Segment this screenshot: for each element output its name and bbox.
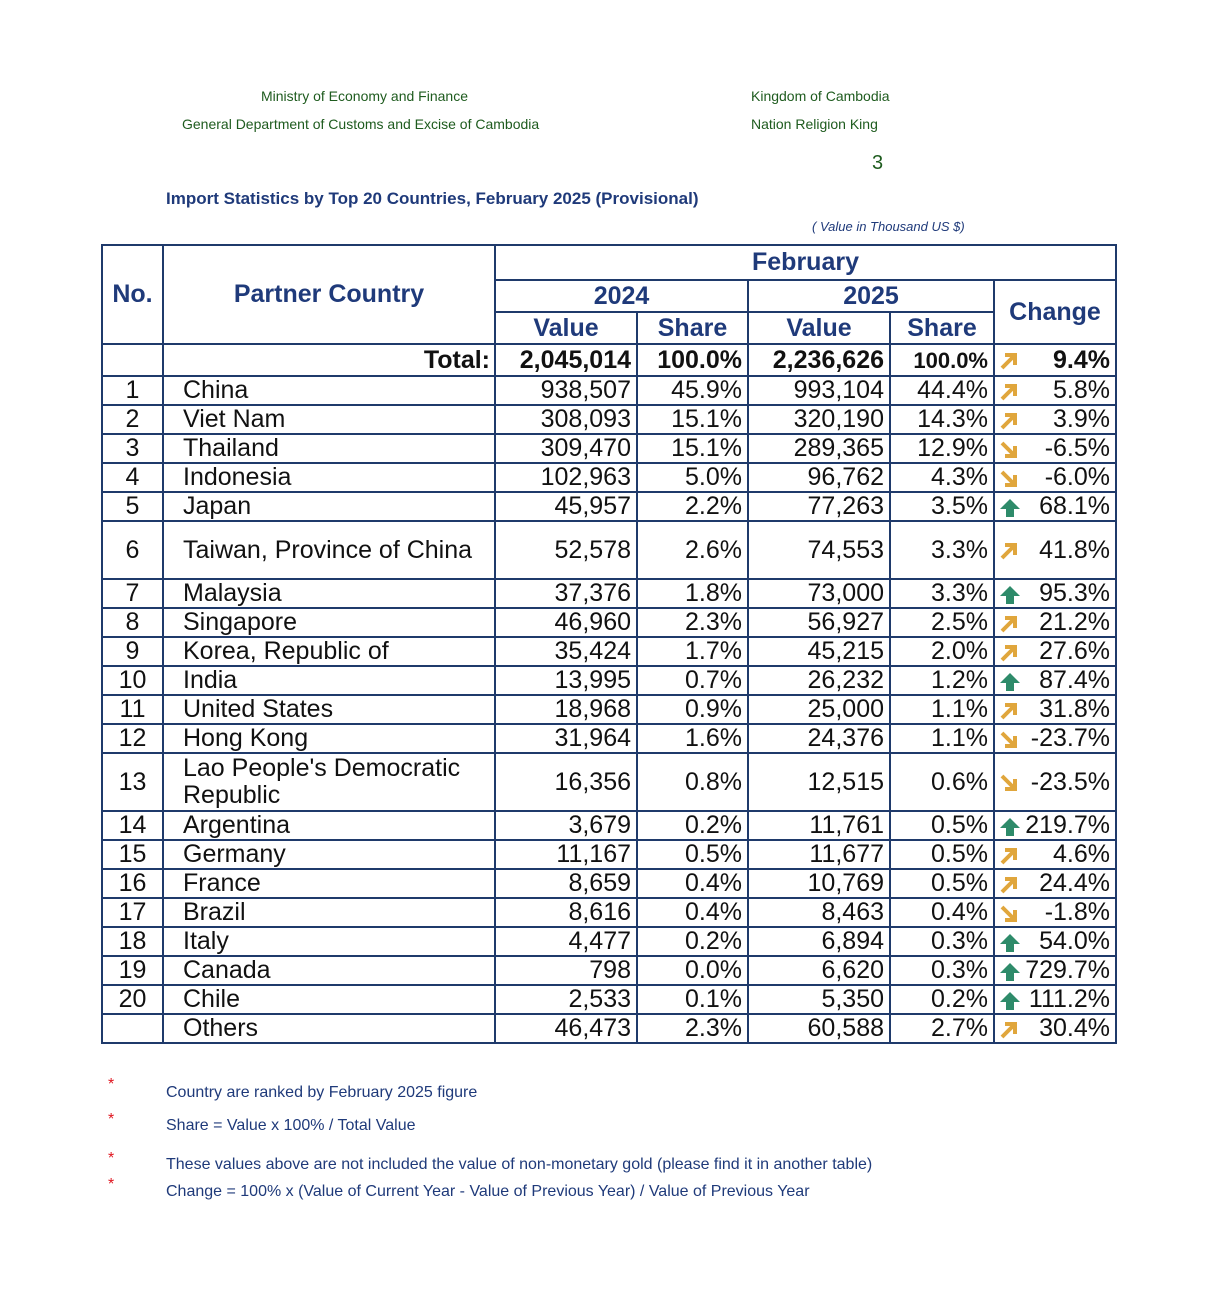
change-cell xyxy=(994,637,1116,666)
change-cell xyxy=(994,869,1116,898)
up-arrow-icon xyxy=(999,497,1021,517)
header-year-2024: 2024 xyxy=(495,280,748,312)
partner-country: Japan xyxy=(163,492,495,521)
value-2025: 74,553 xyxy=(748,521,890,579)
total-value-2024: 2,045,014 xyxy=(495,344,637,376)
change-cell xyxy=(994,753,1116,811)
partner-country: Viet Nam xyxy=(163,405,495,434)
row-number: 5 xyxy=(102,492,163,521)
share-2025: 3.3% xyxy=(890,521,994,579)
value-2024: 11,167 xyxy=(495,840,637,869)
partner-country: Korea, Republic of xyxy=(163,637,495,666)
value-2025: 8,463 xyxy=(748,898,890,927)
value-2024: 3,679 xyxy=(495,811,637,840)
row-number: 12 xyxy=(102,724,163,753)
change-cell xyxy=(994,579,1116,608)
row-number: 11 xyxy=(102,695,163,724)
footnote-marker: * xyxy=(108,1111,115,1128)
partner-country: Italy xyxy=(163,927,495,956)
value-2025: 5,350 xyxy=(748,985,890,1014)
share-2025: 2.7% xyxy=(890,1014,994,1043)
up-right-arrow-icon xyxy=(999,874,1021,894)
change-cell xyxy=(994,811,1116,840)
table-row xyxy=(102,608,1116,637)
share-2024: 1.6% xyxy=(637,724,748,753)
share-2025: 1.1% xyxy=(890,724,994,753)
share-2024: 2.3% xyxy=(637,608,748,637)
share-2024: 15.1% xyxy=(637,434,748,463)
share-2024: 5.0% xyxy=(637,463,748,492)
value-2025: 26,232 xyxy=(748,666,890,695)
share-2024: 15.1% xyxy=(637,405,748,434)
down-right-arrow-icon xyxy=(999,772,1021,792)
share-2024: 0.4% xyxy=(637,869,748,898)
total-label: Total: xyxy=(163,344,495,376)
table-row xyxy=(102,840,1116,869)
up-right-arrow-icon xyxy=(999,540,1021,560)
change-cell xyxy=(994,434,1116,463)
header-change: Change xyxy=(994,280,1116,344)
up-arrow-icon xyxy=(999,961,1021,981)
row-number: 15 xyxy=(102,840,163,869)
table-row xyxy=(102,579,1116,608)
table-row xyxy=(102,434,1116,463)
value-2024: 45,957 xyxy=(495,492,637,521)
header-year-2025: 2025 xyxy=(748,280,994,312)
change-value: -23.7% xyxy=(1030,724,1110,752)
up-right-arrow-icon xyxy=(999,613,1021,633)
header-partner-country: Partner Country xyxy=(163,245,495,344)
share-2025: 12.9% xyxy=(890,434,994,463)
change-value: -6.0% xyxy=(1044,463,1110,491)
table-row xyxy=(102,927,1116,956)
table-row xyxy=(102,405,1116,434)
value-2024: 46,473 xyxy=(495,1014,637,1043)
partner-country: Brazil xyxy=(163,898,495,927)
share-2025: 0.5% xyxy=(890,869,994,898)
table-row xyxy=(102,695,1116,724)
change-value: 3.9% xyxy=(1053,405,1110,433)
value-2024: 52,578 xyxy=(495,521,637,579)
total-change: 9.4% xyxy=(1053,345,1110,374)
partner-country: Chile xyxy=(163,985,495,1014)
value-2025: 10,769 xyxy=(748,869,890,898)
header-no: No. xyxy=(102,245,163,344)
header-share-2025: Share xyxy=(890,312,994,344)
partner-country: Others xyxy=(163,1014,495,1043)
value-2024: 798 xyxy=(495,956,637,985)
value-2024: 938,507 xyxy=(495,376,637,405)
up-right-arrow-icon xyxy=(999,642,1021,662)
change-cell xyxy=(994,927,1116,956)
value-2025: 25,000 xyxy=(748,695,890,724)
table-row xyxy=(102,956,1116,985)
value-2025: 12,515 xyxy=(748,753,890,811)
total-no-cell xyxy=(102,344,163,376)
row-number: 7 xyxy=(102,579,163,608)
row-number: 3 xyxy=(102,434,163,463)
share-2024: 0.9% xyxy=(637,695,748,724)
value-2024: 35,424 xyxy=(495,637,637,666)
kingdom-name: Kingdom of Cambodia xyxy=(751,88,890,104)
up-right-arrow-icon xyxy=(999,1019,1021,1039)
unit-note: ( Value in Thousand US $) xyxy=(812,219,965,234)
change-value: 95.3% xyxy=(1039,579,1110,607)
row-number: 18 xyxy=(102,927,163,956)
down-right-arrow-icon xyxy=(999,439,1021,459)
down-right-arrow-icon xyxy=(999,903,1021,923)
partner-country: Germany xyxy=(163,840,495,869)
share-2024: 0.1% xyxy=(637,985,748,1014)
header-month: February xyxy=(495,245,1116,280)
change-cell xyxy=(994,1014,1116,1043)
share-2025: 4.3% xyxy=(890,463,994,492)
header-share-2024: Share xyxy=(637,312,748,344)
share-2024: 2.6% xyxy=(637,521,748,579)
change-cell xyxy=(994,840,1116,869)
share-2025: 3.5% xyxy=(890,492,994,521)
table-row xyxy=(102,724,1116,753)
up-right-arrow-icon xyxy=(999,350,1021,370)
table-row xyxy=(102,985,1116,1014)
share-2024: 0.7% xyxy=(637,666,748,695)
value-2024: 8,659 xyxy=(495,869,637,898)
share-2025: 0.6% xyxy=(890,753,994,811)
table-row xyxy=(102,492,1116,521)
change-cell xyxy=(994,405,1116,434)
value-2025: 73,000 xyxy=(748,579,890,608)
share-2025: 0.2% xyxy=(890,985,994,1014)
value-2025: 6,620 xyxy=(748,956,890,985)
share-2025: 0.5% xyxy=(890,840,994,869)
header-value-2024: Value xyxy=(495,312,637,344)
value-2024: 18,968 xyxy=(495,695,637,724)
value-2025: 45,215 xyxy=(748,637,890,666)
share-2024: 2.2% xyxy=(637,492,748,521)
partner-country: Argentina xyxy=(163,811,495,840)
partner-country: Indonesia xyxy=(163,463,495,492)
share-2025: 3.3% xyxy=(890,579,994,608)
value-2024: 8,616 xyxy=(495,898,637,927)
share-2025: 0.3% xyxy=(890,956,994,985)
change-cell xyxy=(994,376,1116,405)
change-value: -6.5% xyxy=(1044,434,1110,462)
value-2025: 993,104 xyxy=(748,376,890,405)
change-value: 27.6% xyxy=(1039,637,1110,665)
up-right-arrow-icon xyxy=(999,845,1021,865)
down-right-arrow-icon xyxy=(999,729,1021,749)
change-cell xyxy=(994,666,1116,695)
footnote-text: Country are ranked by February 2025 figure xyxy=(166,1084,478,1101)
change-value: 111.2% xyxy=(1028,985,1110,1013)
table-row xyxy=(102,753,1116,811)
page-number: 3 xyxy=(872,152,884,174)
change-cell xyxy=(994,463,1116,492)
value-2024: 13,995 xyxy=(495,666,637,695)
share-2024: 0.2% xyxy=(637,811,748,840)
share-2024: 0.0% xyxy=(637,956,748,985)
footnote-text: Change = 100% x (Value of Current Year - Value of Previous Year) / Value of Previous Year xyxy=(166,1183,810,1200)
row-number xyxy=(102,1014,163,1043)
row-number: 13 xyxy=(102,753,163,811)
share-2025: 1.2% xyxy=(890,666,994,695)
value-2024: 46,960 xyxy=(495,608,637,637)
row-number: 10 xyxy=(102,666,163,695)
table-row xyxy=(102,376,1116,405)
value-2025: 24,376 xyxy=(748,724,890,753)
table-row xyxy=(102,521,1116,579)
partner-country: Hong Kong xyxy=(163,724,495,753)
change-cell xyxy=(994,724,1116,753)
change-cell xyxy=(994,695,1116,724)
partner-country: United States xyxy=(163,695,495,724)
total-share-2024: 100.0% xyxy=(637,344,748,376)
share-2025: 1.1% xyxy=(890,695,994,724)
table-row xyxy=(102,811,1116,840)
change-cell xyxy=(994,985,1116,1014)
share-2025: 14.3% xyxy=(890,405,994,434)
row-number: 19 xyxy=(102,956,163,985)
value-2024: 2,533 xyxy=(495,985,637,1014)
footnote-marker: * xyxy=(108,1176,115,1193)
change-cell xyxy=(994,521,1116,579)
change-value: 21.2% xyxy=(1039,608,1110,636)
page-title: Import Statistics by Top 20 Countries, February 2025 (Provisional) xyxy=(166,189,699,208)
row-number: 9 xyxy=(102,637,163,666)
total-row xyxy=(102,344,1116,376)
header-value-2025: Value xyxy=(748,312,890,344)
partner-country: France xyxy=(163,869,495,898)
row-number: 16 xyxy=(102,869,163,898)
change-value: 68.1% xyxy=(1039,492,1110,520)
change-value: -1.8% xyxy=(1044,898,1110,926)
value-2025: 11,677 xyxy=(748,840,890,869)
row-number: 17 xyxy=(102,898,163,927)
ministry-name: Ministry of Economy and Finance xyxy=(261,88,468,104)
change-value: 41.8% xyxy=(1039,535,1110,564)
change-value: 30.4% xyxy=(1039,1014,1110,1042)
share-2025: 44.4% xyxy=(890,376,994,405)
share-2025: 0.4% xyxy=(890,898,994,927)
row-number: 2 xyxy=(102,405,163,434)
table-row xyxy=(102,666,1116,695)
share-2024: 0.4% xyxy=(637,898,748,927)
row-number: 20 xyxy=(102,985,163,1014)
table-row xyxy=(102,637,1116,666)
change-cell xyxy=(994,608,1116,637)
value-2024: 37,376 xyxy=(495,579,637,608)
change-cell xyxy=(994,898,1116,927)
change-value: 4.6% xyxy=(1053,840,1110,868)
change-cell xyxy=(994,492,1116,521)
table-row xyxy=(102,463,1116,492)
share-2024: 0.8% xyxy=(637,753,748,811)
change-value: 729.7% xyxy=(1025,956,1110,984)
share-2025: 0.3% xyxy=(890,927,994,956)
share-2025: 2.5% xyxy=(890,608,994,637)
value-2024: 102,963 xyxy=(495,463,637,492)
row-number: 6 xyxy=(102,521,163,579)
value-2024: 16,356 xyxy=(495,753,637,811)
total-value-2025: 2,236,626 xyxy=(748,344,890,376)
table-row xyxy=(102,898,1116,927)
up-arrow-icon xyxy=(999,584,1021,604)
up-right-arrow-icon xyxy=(999,410,1021,430)
footnote-marker: * xyxy=(108,1150,115,1167)
row-number: 4 xyxy=(102,463,163,492)
change-value: 54.0% xyxy=(1039,927,1110,955)
share-2024: 1.7% xyxy=(637,637,748,666)
footnote-text: Share = Value x 100% / Total Value xyxy=(166,1117,416,1134)
share-2025: 2.0% xyxy=(890,637,994,666)
change-value: 24.4% xyxy=(1039,869,1110,897)
change-value: 5.8% xyxy=(1053,376,1110,404)
change-value: 31.8% xyxy=(1039,695,1110,723)
partner-country: India xyxy=(163,666,495,695)
national-motto: Nation Religion King xyxy=(751,116,878,132)
row-number: 14 xyxy=(102,811,163,840)
share-2024: 45.9% xyxy=(637,376,748,405)
value-2024: 31,964 xyxy=(495,724,637,753)
footnote-marker: * xyxy=(108,1076,115,1093)
table-row xyxy=(102,869,1116,898)
partner-country: Lao People's Democratic Republic xyxy=(163,753,495,811)
partner-country: Thailand xyxy=(163,434,495,463)
value-2024: 308,093 xyxy=(495,405,637,434)
footnote-text: These values above are not included the value of non-monetary gold (please find it in another table) xyxy=(166,1156,873,1173)
partner-country: Malaysia xyxy=(163,579,495,608)
share-2025: 0.5% xyxy=(890,811,994,840)
share-2024: 2.3% xyxy=(637,1014,748,1043)
change-value: 219.7% xyxy=(1025,811,1110,839)
department-name: General Department of Customs and Excise of Cambodia xyxy=(182,116,540,132)
value-2025: 96,762 xyxy=(748,463,890,492)
up-right-arrow-icon xyxy=(999,700,1021,720)
partner-country: Canada xyxy=(163,956,495,985)
partner-country: Taiwan, Province of China xyxy=(163,521,495,579)
up-arrow-icon xyxy=(999,816,1021,836)
value-2025: 77,263 xyxy=(748,492,890,521)
value-2024: 309,470 xyxy=(495,434,637,463)
up-arrow-icon xyxy=(999,990,1021,1010)
value-2024: 4,477 xyxy=(495,927,637,956)
value-2025: 60,588 xyxy=(748,1014,890,1043)
total-share-2025: 100.0% xyxy=(890,344,994,376)
row-number: 1 xyxy=(102,376,163,405)
partner-country: China xyxy=(163,376,495,405)
down-right-arrow-icon xyxy=(999,468,1021,488)
value-2025: 56,927 xyxy=(748,608,890,637)
share-2024: 0.2% xyxy=(637,927,748,956)
change-value: 87.4% xyxy=(1039,666,1110,694)
value-2025: 320,190 xyxy=(748,405,890,434)
share-2024: 0.5% xyxy=(637,840,748,869)
change-value: -23.5% xyxy=(1030,767,1110,796)
change-cell xyxy=(994,956,1116,985)
up-arrow-icon xyxy=(999,932,1021,952)
table-row xyxy=(102,1014,1116,1043)
up-right-arrow-icon xyxy=(999,381,1021,401)
partner-country: Singapore xyxy=(163,608,495,637)
value-2025: 6,894 xyxy=(748,927,890,956)
value-2025: 11,761 xyxy=(748,811,890,840)
row-number: 8 xyxy=(102,608,163,637)
value-2025: 289,365 xyxy=(748,434,890,463)
import-statistics-table xyxy=(101,244,1117,1044)
share-2024: 1.8% xyxy=(637,579,748,608)
up-arrow-icon xyxy=(999,671,1021,691)
total-change-cell xyxy=(994,344,1116,376)
